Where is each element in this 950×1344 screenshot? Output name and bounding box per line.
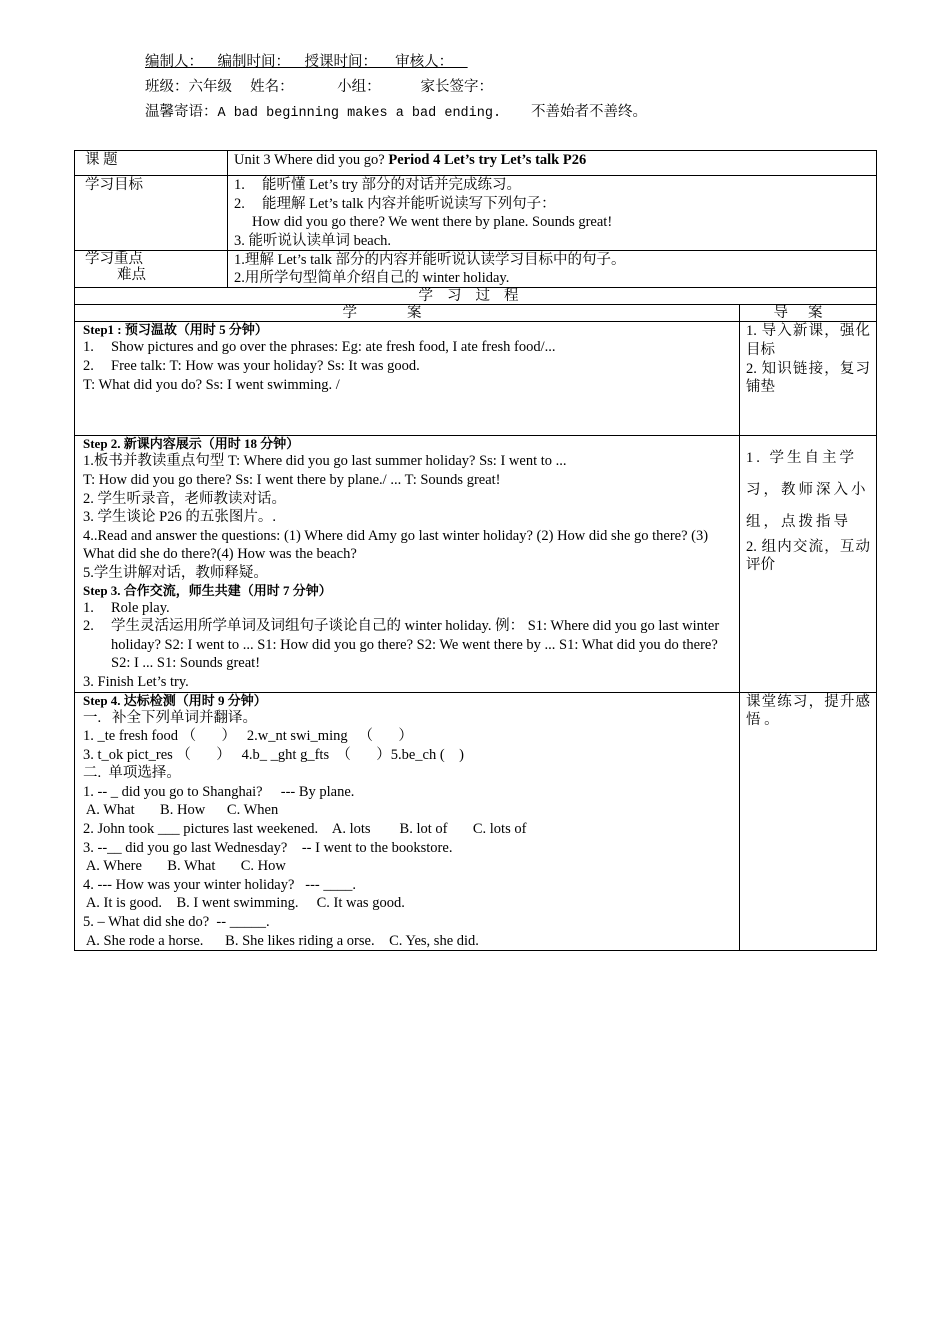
step2-line: 3. 学生谈论 P26 的五张图片。. [83, 509, 276, 526]
step1-heading: Step1 : 预习温故（用时 5 分钟） [83, 322, 268, 338]
lesson-plan-table [74, 150, 877, 951]
step4-line: 2. John took ___ pictures last weekened. A. lots B. lot of C. lots of [83, 821, 527, 838]
step2-line: T: How did you go there? Ss: I went there by plane./ ... T: Sounds great! [83, 471, 501, 488]
step4-line: A. It is good. B. I went swimming. C. It was good. [83, 895, 405, 912]
column-student-plan: 学案 [75, 305, 740, 322]
motto-chinese: 不善始者不善终。 [531, 104, 648, 120]
goals-label: 学习目标 [75, 176, 228, 251]
step3-line: 1. Role play. [83, 599, 170, 616]
step4-row [75, 692, 877, 951]
topic-bold: Period 4 Let’s try Let’s talk P26 [388, 152, 587, 168]
step1-content [75, 322, 740, 436]
step2-line: 4..Read and answer the questions: (1) Where did Amy go last winter holiday? (2) How did she go there? (3) What did she do there?(4) How was the beach? [83, 527, 709, 563]
motto-label: 温馨寄语： [145, 104, 218, 120]
step4-line: 一. 补全下列单词并翻译。 [83, 709, 257, 726]
step1-guide: 1. 导入新课，强化目标 2. 知识链接，复习铺垫 [740, 322, 877, 436]
step2-3-row [75, 436, 877, 692]
step4-guide: 课堂练习，提升感悟 。 [740, 692, 877, 951]
process-columns-row [75, 305, 877, 322]
step2-heading: Step 2. 新课内容展示（用时 18 分钟） [83, 436, 300, 452]
step4-heading: Step 4. 达标检测（用时 9 分钟） [83, 692, 267, 708]
step4-line: A. She rode a horse. B. She likes riding a orse. C. Yes, she did. [83, 932, 479, 949]
step3-line: 3. Finish Let’s try. [83, 673, 189, 690]
topic-label: 课 题 [75, 151, 228, 176]
topic-value [228, 151, 877, 176]
step2-3-guide: 1. 学生自主学习，教师深入小组，点拨指导 2. 组内交流，互动评价 [740, 436, 877, 692]
step4-line: 5. – What did she do? -- _____. [83, 914, 270, 931]
header-line-2: 班级：六年级 姓名： 小组： 家长签字： [145, 79, 493, 95]
step4-line: 4. --- How was your winter holiday? --- ____. [83, 876, 357, 893]
header-line-3 [145, 103, 647, 123]
topic-row [75, 151, 877, 176]
keypoint-item: 2.用所学句型简单介绍自己的 winter holiday. [234, 270, 510, 287]
keypoints-row [75, 251, 877, 288]
step4-line: A. Where B. What C. How [83, 858, 286, 875]
goal-item: 1. 能听懂 Let’s try 部分的对话并完成练习。 [234, 177, 521, 193]
goals-content [228, 176, 877, 251]
process-title-row [75, 288, 877, 305]
step1-row [75, 322, 877, 436]
keypoints-content [228, 251, 877, 288]
step4-line: 3. t_ok pict_res （ ） 4.b_ _ght g_fts （ ）5.be_ch ( ) [83, 746, 464, 763]
step4-content [75, 692, 740, 951]
step2-line: 5.学生讲解对话，教师释疑。 [83, 564, 268, 581]
step4-line: 1. -- _ did you go to Shanghai? --- By plane. [83, 783, 355, 800]
step3-line: 2. 学生灵活运用所学单词及词组句子谈论自己的 winter holiday. 例： S1: Where did you go last winter holiday? S2: I went to ... S1: How did you go there? S2: We went there by ... S1: What did you do there? S2: I ... S1: Sounds great! [83, 618, 720, 672]
step2-3-content [75, 436, 740, 692]
keypoint-item: 1.理解 Let’s talk 部分的内容并能听说认读学习目标中的句子。 [234, 252, 626, 269]
topic-plain: Unit 3 Where did you go? [234, 152, 389, 168]
step1-line: T: What did you do? Ss: I went swimming. / [83, 376, 340, 393]
step4-line: 1. _te fresh food （ ） 2.w_nt swi_ming （ ） [83, 728, 413, 745]
process-title: 学习过程 [75, 288, 877, 305]
goal-item: 3. 能听说认读单词 beach. [234, 232, 392, 249]
step4-line: A. What B. How C. When [83, 802, 279, 819]
step3-heading: Step 3. 合作交流，师生共建（用时 7 分钟） [83, 582, 332, 598]
goals-row [75, 176, 877, 251]
step2-line: 1.板书并教读重点句型 T: Where did you go last summer holiday? Ss: I went to ... [83, 453, 567, 470]
goal-item: 2. 能理解 Let’s talk 内容并能听说读写下列句子： [234, 195, 556, 212]
goal-sentences: How did you go there? We went there by plane. Sounds great! [252, 214, 613, 231]
step4-line: 3. --__ did you go last Wednesday? -- I went to the bookstore. [83, 839, 453, 856]
step2-line: 2. 学生听录音，老师教读对话。 [83, 490, 286, 507]
header-line-1: 编制人： 编制时间： 授课时间： 审核人： [145, 54, 468, 70]
step1-line: 1. Show pictures and go over the phrases: Eg: ate fresh food, I ate fresh food/... [83, 339, 556, 356]
step4-line: 二. 单项选择。 [83, 765, 181, 782]
motto-english: A bad beginning makes a bad ending. [217, 106, 502, 121]
step1-line: 2. Free talk: T: How was your holiday? Ss: It was good. [83, 357, 420, 374]
column-teacher-guide: 导案 [740, 305, 877, 322]
keypoints-label: 学习重点 难点 [75, 251, 228, 288]
